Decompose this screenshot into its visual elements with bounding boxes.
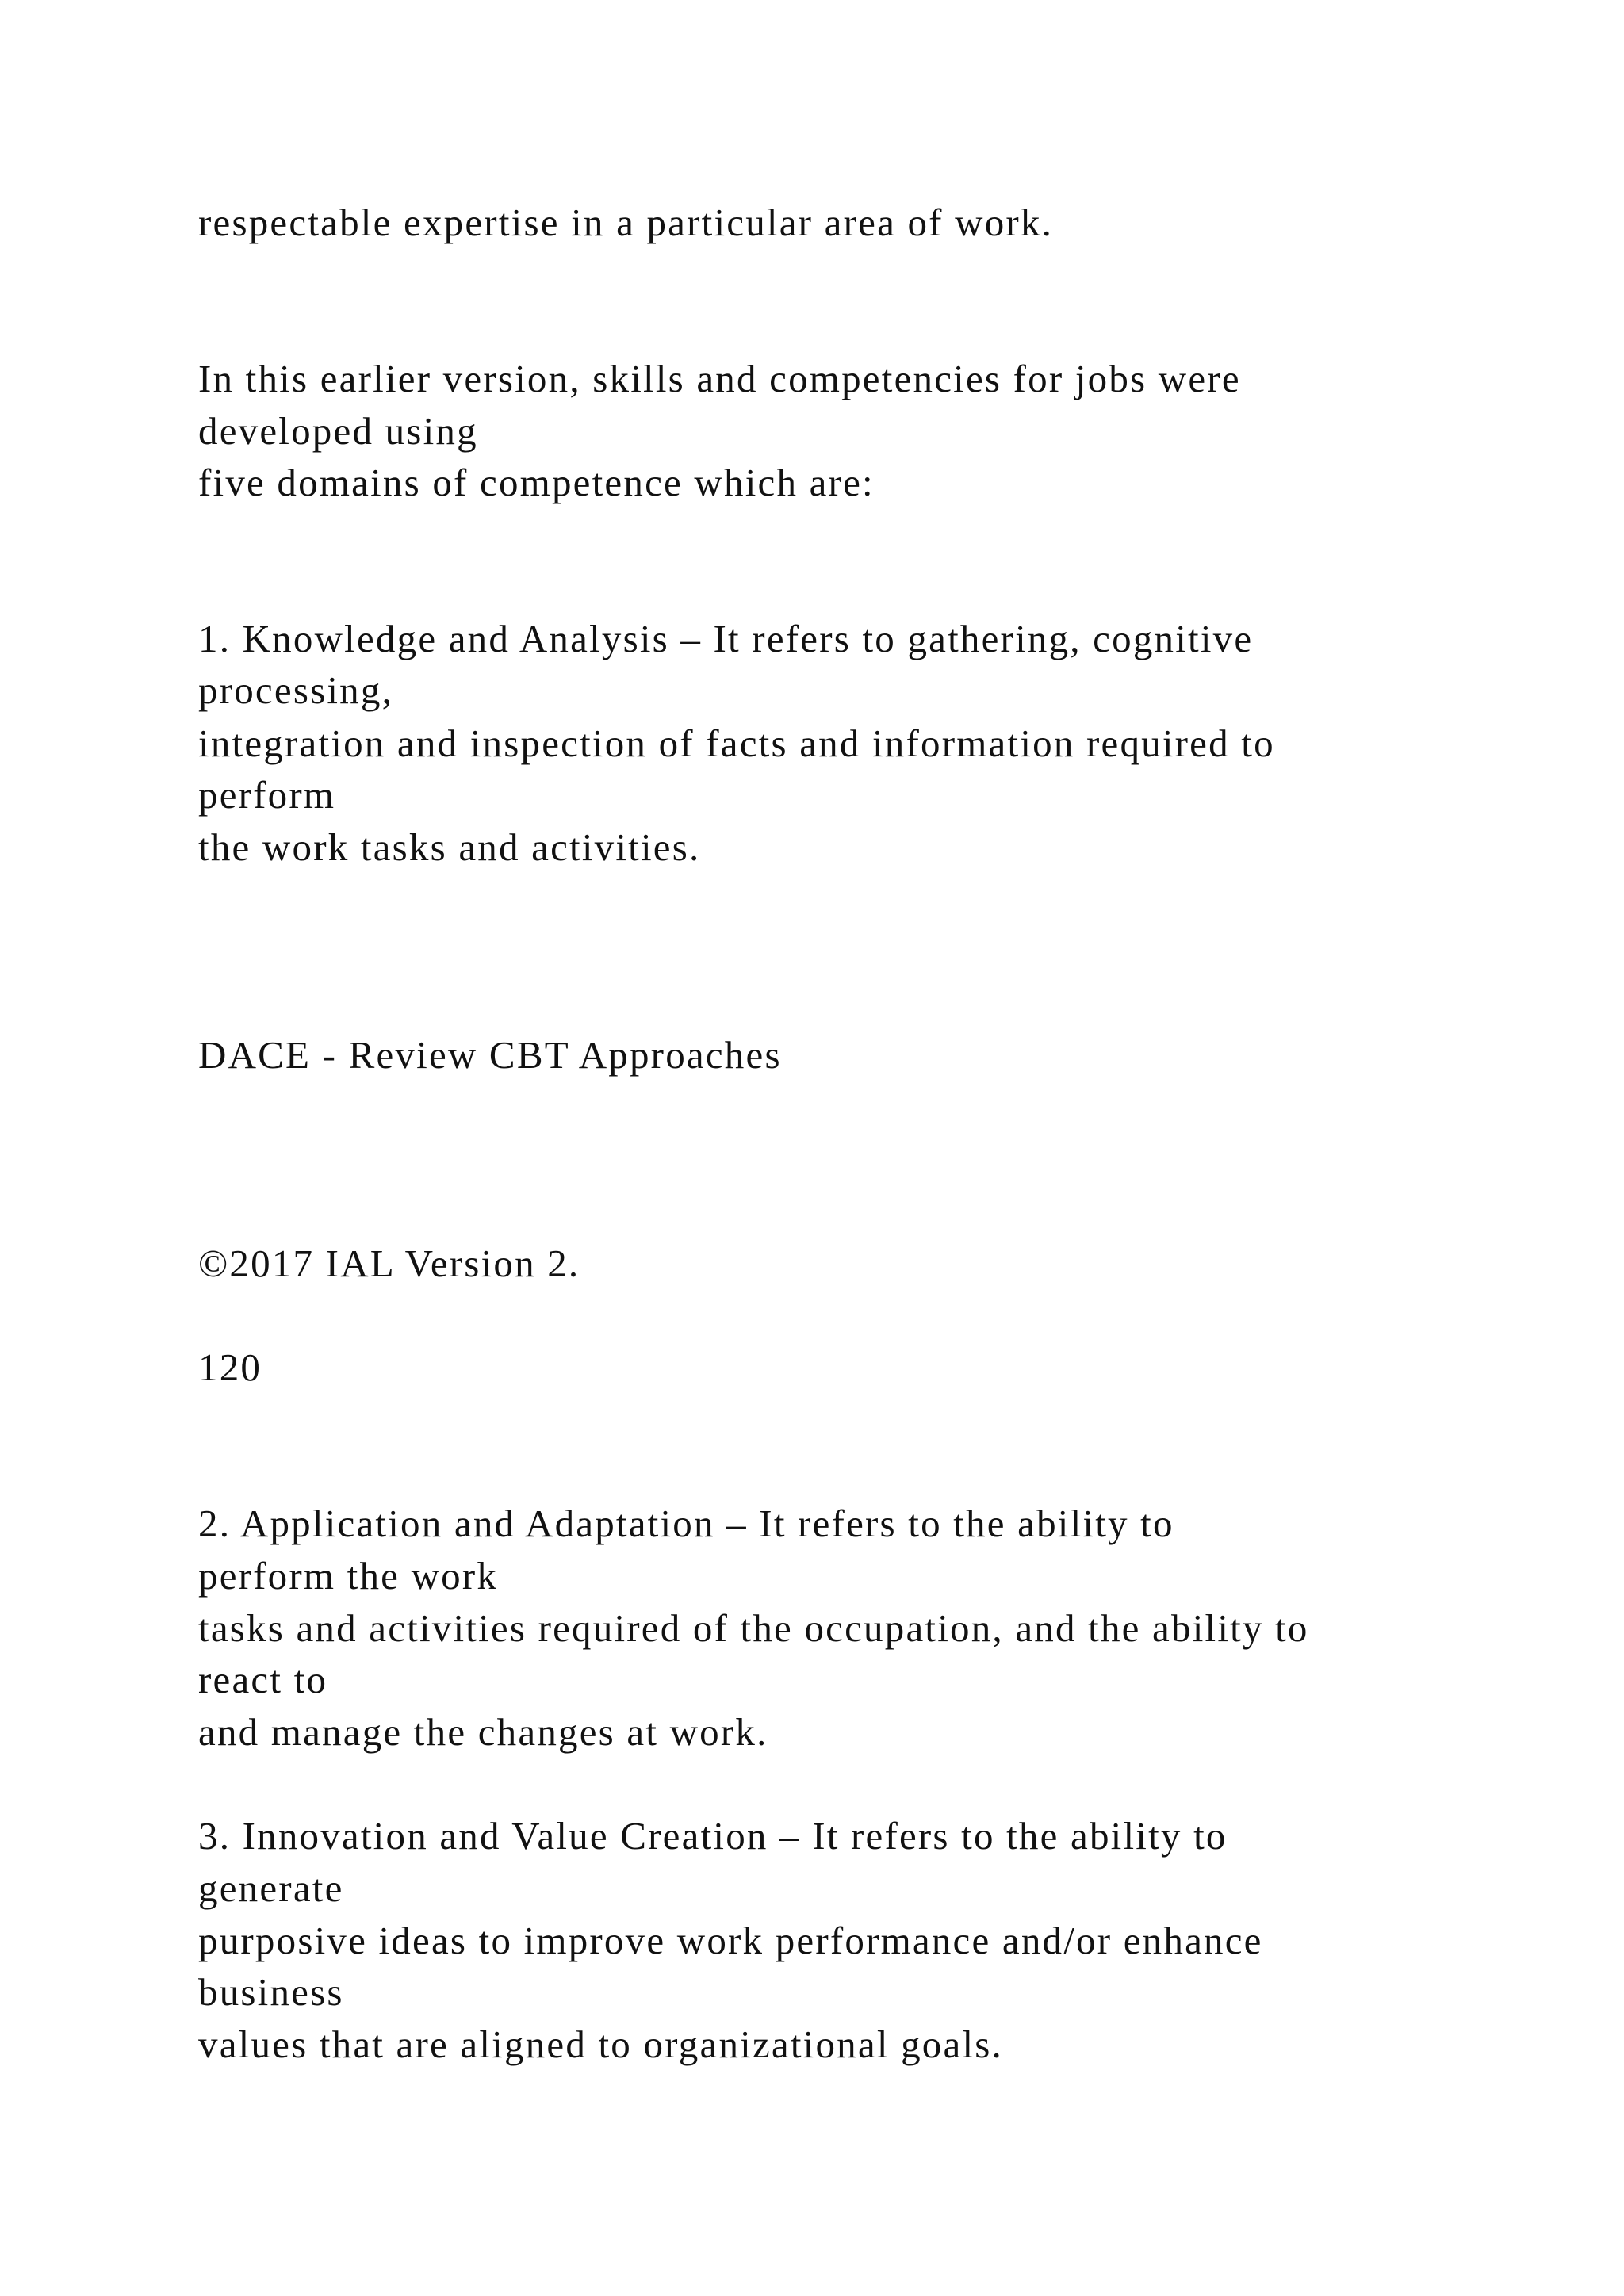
- text-line: five domains of competence which are:: [198, 461, 875, 504]
- text-line: integration and inspection of facts and information required to: [198, 721, 1275, 765]
- text-line: tasks and activities required of the occupation, and the ability to: [198, 1606, 1309, 1650]
- text-line: 2. Application and Adaptation – It refers to the ability to: [198, 1502, 1174, 1545]
- text-line: respectable expertise in a particular area of work.: [198, 201, 1054, 244]
- text-line: perform the work: [198, 1554, 499, 1598]
- copyright-notice: ©2017 IAL Version 2.: [198, 1242, 580, 1285]
- text-line: 1. Knowledge and Analysis – It refers to gathering, cognitive: [198, 617, 1254, 660]
- section-heading: DACE - Review CBT Approaches: [198, 1033, 782, 1077]
- text-line: purposive ideas to improve work performance and/or enhance: [198, 1919, 1263, 1962]
- page-number: 120: [198, 1345, 262, 1389]
- text-line: react to: [198, 1658, 328, 1701]
- text-line: 3. Innovation and Value Creation – It refers to the ability to: [198, 1814, 1228, 1858]
- text-line: values that are aligned to organizational goals.: [198, 2022, 1003, 2066]
- text-line: processing,: [198, 668, 394, 712]
- text-line: In this earlier version, skills and competencies for jobs were: [198, 357, 1241, 400]
- text-line: and manage the changes at work.: [198, 1710, 768, 1754]
- text-line: business: [198, 1970, 344, 2014]
- text-line: the work tasks and activities.: [198, 825, 701, 869]
- text-line: developed using: [198, 409, 478, 453]
- text-line: generate: [198, 1866, 344, 1910]
- text-line: perform: [198, 773, 336, 817]
